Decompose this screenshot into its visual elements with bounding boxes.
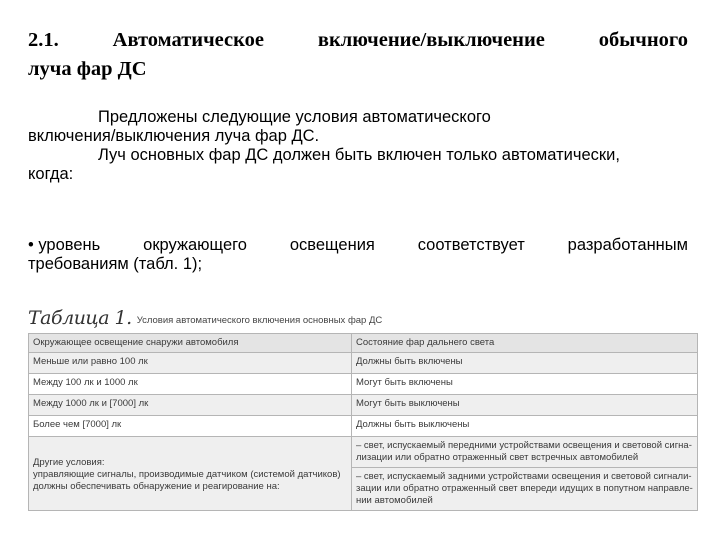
- table-caption-text: Условия автоматического включения основных фар ДС: [136, 315, 383, 326]
- text-line: нии автомобилей: [356, 495, 433, 506]
- table-cell: [29, 437, 352, 511]
- table-header-cell: Состояние фар дальнего света: [352, 334, 698, 353]
- text-line: – свет, испускаемый передними устройствами освещения и световой сигна-: [356, 440, 692, 451]
- text-line: управляющие сигналы, производимые датчиком (системой датчиков): [33, 469, 341, 480]
- table-cell: Между 100 лк и 1000 лк: [29, 374, 352, 395]
- table-cell: Более чем [7000] лк: [29, 416, 352, 437]
- bullet-item: [28, 236, 688, 274]
- bullet-word: окружающего: [143, 236, 247, 254]
- conditions-table: [28, 333, 698, 511]
- text-line: включения/выключения луча фар ДС.: [28, 127, 320, 145]
- table-cell: Меньше или равно 100 лк: [29, 353, 352, 374]
- text-line: должны обеспечивать обнаружение и реагирование на:: [33, 481, 280, 492]
- table-cell: Могут быть включены: [352, 374, 698, 395]
- table-caption: [28, 305, 688, 329]
- cell-divider: [352, 467, 697, 468]
- table-row: [29, 416, 698, 437]
- heading-line-2: луча фар ДС: [28, 58, 147, 80]
- table-caption-number: Таблица 1.: [28, 307, 132, 329]
- table-header-cell: Окружающее освещение снаружи автомобиля: [29, 334, 352, 353]
- text-line: когда:: [28, 165, 74, 183]
- table-row-other-conditions: [29, 437, 698, 511]
- table-cell: Должны быть включены: [352, 353, 698, 374]
- text-line: лизации или обратно отраженный свет встречных автомобилей: [356, 452, 639, 463]
- text-line: – свет, испускаемый задними устройствами освещения и световой сигнали-: [356, 471, 692, 482]
- heading-word: включение/выключение: [317, 29, 545, 51]
- text-line: Другие условия:: [33, 457, 105, 468]
- paragraph-conditions: [28, 108, 688, 184]
- table-row: [29, 395, 698, 416]
- text-line: зации или обратно отраженный свет впереди идущих в попутном направле-: [356, 483, 693, 494]
- heading-word: Автоматическое: [112, 29, 264, 51]
- text-line: Предложены следующие условия автоматического: [98, 108, 491, 126]
- bullet-word: соответствует: [417, 236, 525, 254]
- table-cell: Между 1000 лк и [7000] лк: [29, 395, 352, 416]
- table-header-row: [29, 334, 698, 353]
- section-heading: [28, 26, 688, 84]
- table-cell: Могут быть выключены: [352, 395, 698, 416]
- bullet-word: • уровень: [28, 236, 101, 254]
- table-cell: [352, 437, 698, 511]
- table-row: [29, 374, 698, 395]
- bullet-line-2: требованиям (табл. 1);: [28, 255, 203, 273]
- table-cell: Должны быть выключены: [352, 416, 698, 437]
- bullet-line-1: [28, 236, 688, 255]
- table-row: [29, 353, 698, 374]
- bullet-word: освещения: [289, 236, 375, 254]
- text-line: Луч основных фар ДС должен быть включен только автоматически,: [98, 146, 620, 164]
- heading-line-1: [28, 26, 688, 55]
- bullet-word: разработанным: [567, 236, 688, 254]
- heading-word: обычного: [598, 29, 688, 51]
- heading-word: 2.1.: [28, 29, 59, 51]
